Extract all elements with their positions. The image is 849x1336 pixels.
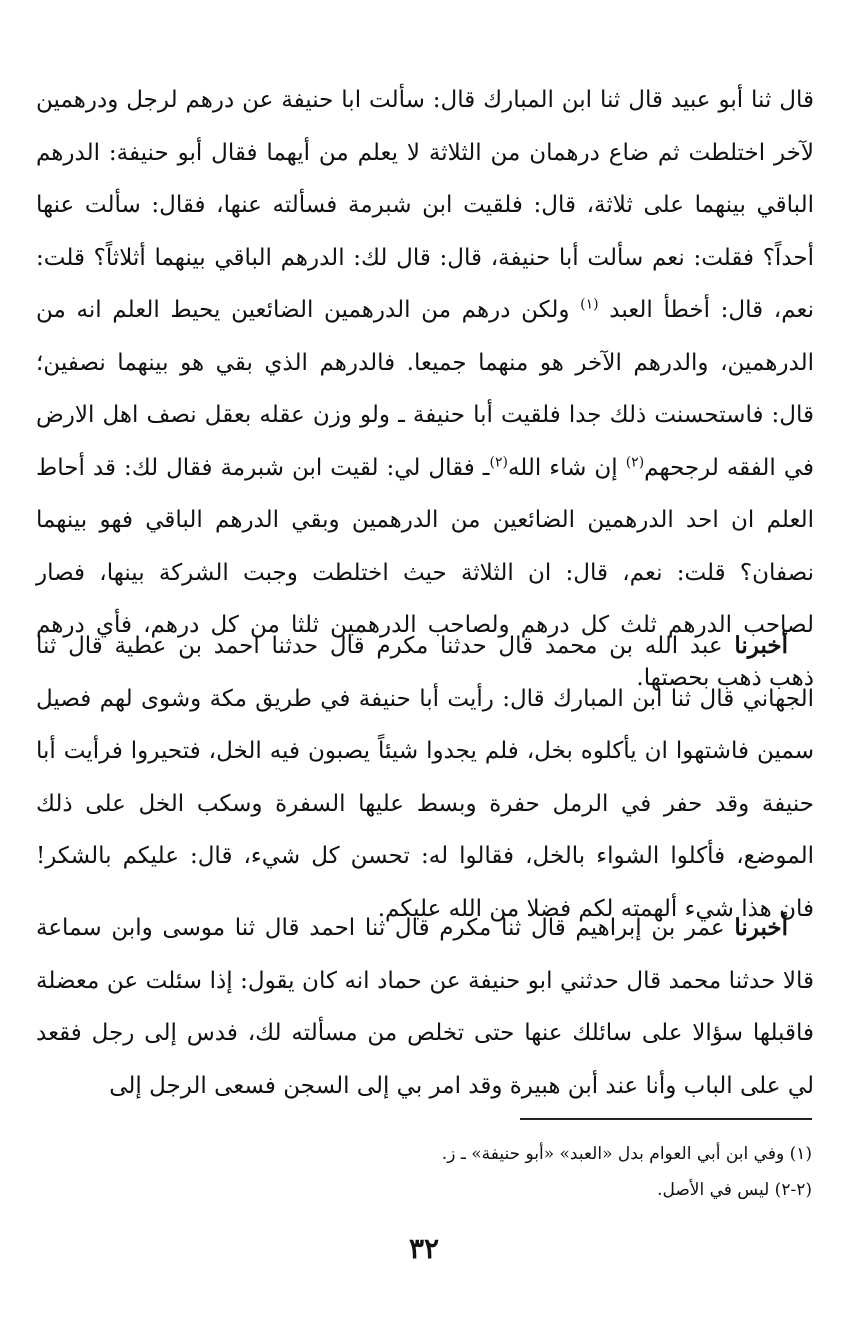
paragraph-1-text: قال ثنا أبو عبيد قال ثنا ابن المبارك قال: سألت ابا حنيفة عن درهم لرجل ودرهمين لآخر اختلطت ثم ضاع درهمان من الثلاثة لا يعلم من أيهما فقال أبو حنيفة: الدرهم الباقي بينهما على ثلاثة، قال: فلقيت ابن شبرمة فسألته عنها، فقال: سألت عنها أحداً؟ فقلت: نعم سألت أبا حنيفة، قال: قال لك: الدرهم الباقي بينهما أثلاثاً؟ قلت: نعم، قال: أخطأ العبد bbox=[36, 87, 814, 323]
footnote-ref-2-start: (٢) bbox=[625, 453, 645, 470]
footnotes bbox=[36, 1136, 812, 1208]
paragraph-1-text-c: إن شاء الله bbox=[507, 454, 626, 481]
paragraph-1-text-b: ولكن درهم من الدرهمين الضائعين يحيط العلم انه من الدرهمين، والدرهم الآخر هو منهما جميعا. فالدرهم الذي بقي هو بينهما نصفين؛ قال: فاستحسنت ذلك جدا فلقيت أبا حنيفة ـ ولو وزن عقله بعقل نصف اهل الارض في الفقه لرجحهم bbox=[36, 297, 814, 481]
paragraph-3-lead: أخبرنا bbox=[734, 914, 788, 941]
paragraph-2-text: عبد الله بن محمد قال حدثنا مكرم قال حدثنا احمد بن عطية قال ثنا الجهاني قال ثنا ابن المبارك قال: رأيت أبا حنيفة في طريق مكة وشوى لهم فصيل سمين فاشتهوا ان يأكلوه بخل، فلم يجدوا شيئاً يصبون فيه الخل، فتحيروا فرأيت أبا حنيفة وقد حفر في الرمل حفرة وبسط عليها السفرة وسكب الخل على ذلك الموضع، فأكلوا الشواء بالخل، فقالوا له: تحسن كل شيء، قال: عليكم بالشكر! فان هذا شيء ألهمته لكم فضلا من الله عليكم. bbox=[36, 633, 814, 922]
paragraph-3-text: عمر بن إبراهيم قال ثنا مكرم قال ثنا احمد قال ثنا موسى وابن سماعة قالا حدثنا محمد قال حدثني ابو حنيفة عن حماد انه كان يقول: إذا سئلت عن معضلة فاقبلها سؤالا على سائلك عنها حتى تخلص من مسألته لك، فدس إلى رجل فقعد لي على الباب وأنا عند أبن هبيرة وقد امر بي إلى السجن فسعى الرجل إلى bbox=[36, 915, 814, 1099]
footnote-divider bbox=[520, 1118, 812, 1120]
paragraph-2-lead: أخبرنا bbox=[734, 632, 788, 659]
paragraph-1-text-d: ـ فقال لي: لقيت ابن شبرمة فقال لك: قد أحاط العلم ان احد الدرهمين الضائعين من الدرهمين وبقي الدرهم الباقي فهو بينهما نصفان؟ قلت: نعم، قال: ان الثلاثة حيث اختلطت وجبت الشركة بينها، فصار لصاحب الدرهم ثلث كل درهم ولصاحب الدرهمين ثلثا من كل درهم، فأي درهم ذهب ذهب بحصتها. bbox=[36, 454, 814, 691]
footnote-1: (١) وفي ابن أبي العوام بدل «العبد» «أبو حنيفة» ـ ز. bbox=[441, 1144, 812, 1164]
paragraph-3 bbox=[36, 902, 814, 1112]
footnote-ref-1: (١) bbox=[580, 296, 599, 313]
footnote-2: (٢-٢) ليس في الأصل. bbox=[657, 1180, 812, 1200]
paragraph-1 bbox=[36, 74, 814, 704]
page-number: ٣٢ bbox=[408, 1232, 440, 1265]
footnote-ref-2-end: (٢) bbox=[489, 453, 508, 470]
paragraph-2 bbox=[36, 620, 814, 935]
